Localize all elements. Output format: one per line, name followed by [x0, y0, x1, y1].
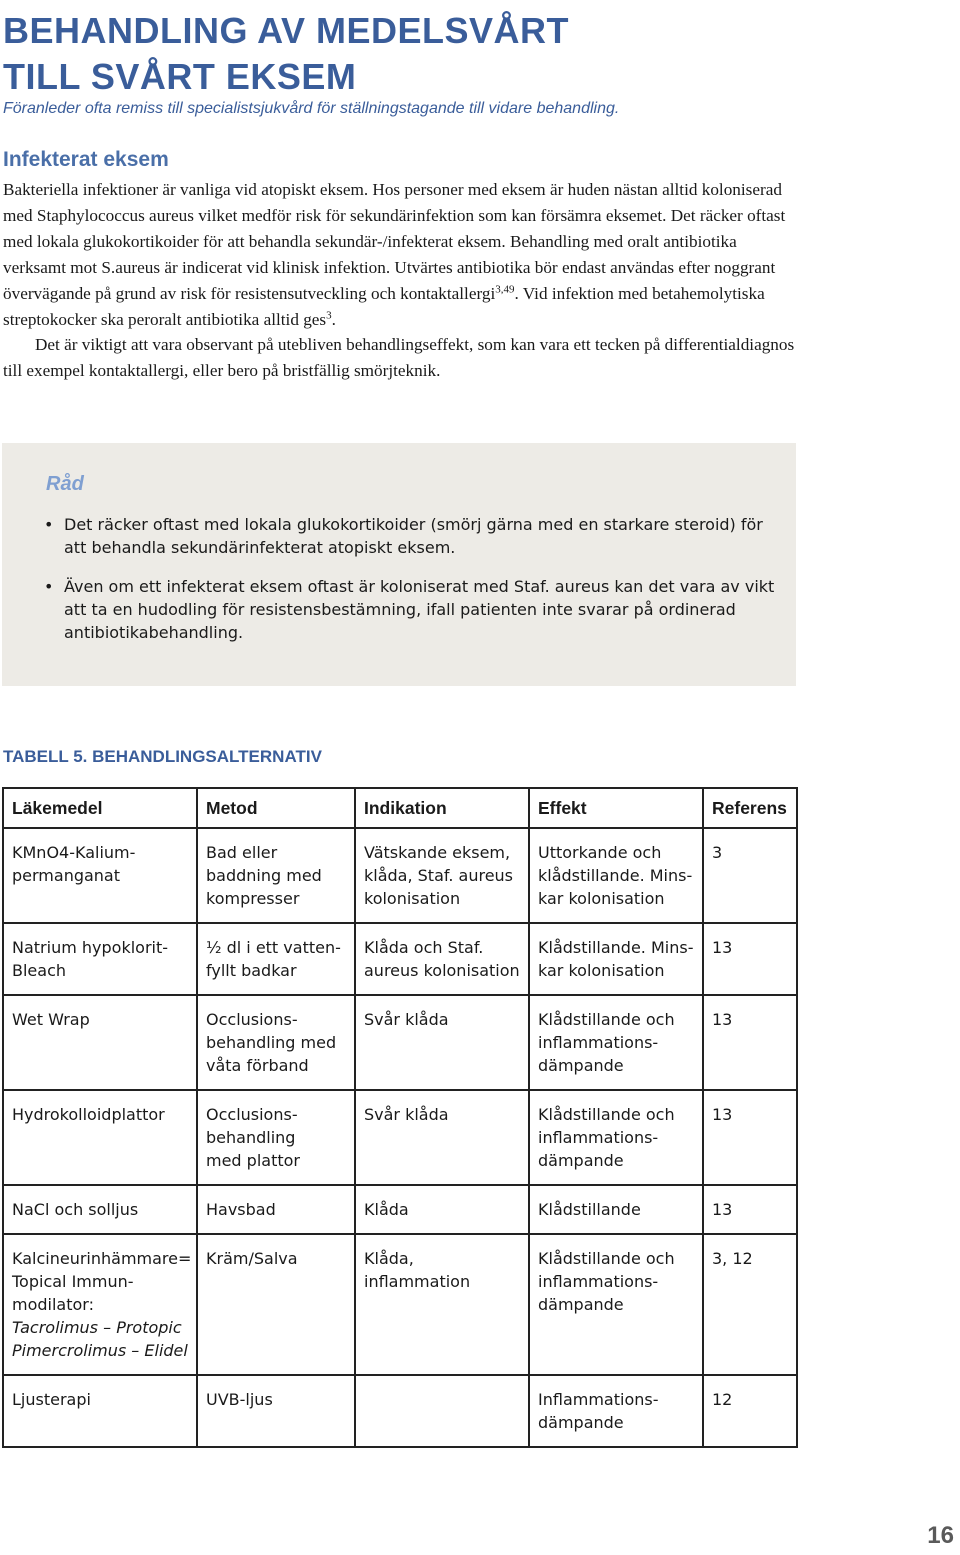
cell-line: Occlusions- — [206, 1105, 298, 1124]
table-cell-effekt — [529, 828, 703, 923]
cell-line: NaCl och solljus — [12, 1200, 139, 1219]
table-cell-indikation — [355, 1234, 529, 1375]
table-cell-referens: 3 — [703, 828, 797, 923]
cell-line: Wet Wrap — [12, 1010, 90, 1029]
table-cell-referens: 13 — [703, 923, 797, 995]
table-cell-lakemedel — [3, 923, 197, 995]
table-row — [3, 828, 797, 923]
table-cell-indikation — [355, 1090, 529, 1185]
cell-line: Klådstillande och — [538, 1249, 675, 1268]
body-paragraph-1-part-b: . Vid infektion med betahemolytiska streptokocker ska peroralt antibiotika alltid ges — [3, 283, 765, 329]
table-cell-effekt — [529, 1234, 703, 1375]
cell-line: Klådstillande och — [538, 1105, 675, 1124]
cell-line: fyllt badkar — [206, 961, 297, 980]
table-body — [3, 828, 797, 1447]
body-paragraph-1-part-a: Bakteriella infektioner är vanliga vid atopiskt eksem. Hos personer med eksem är huden nästan alltid koloniserad med Staphylococcus aureus vilket medför risk för sekundärinfektion som kan försämra eksemet. Det räcker oftast med lokala glukokortikoider för att behandla sekundär-/infekterat eksem. Behandling med oralt antibiotika verksamt mot S.aureus är indicerat vid klinisk infektion. Utvärtes antibiotika bör endast användas efter noggrant övervägande på grund av risk för resistensutveckling och kontaktallergi — [3, 180, 786, 303]
page-title-line-2: TILL SVÅRT EKSEM — [3, 56, 357, 97]
cell-line: Inflammations- — [538, 1390, 659, 1409]
cell-line: Occlusions- — [206, 1010, 298, 1029]
table-cell-lakemedel — [3, 828, 197, 923]
table-cell-effekt — [529, 995, 703, 1090]
citation-superscript: 3 — [326, 308, 332, 321]
cell-line: Klåda, — [364, 1249, 414, 1268]
cell-line: Klåda och Staf. — [364, 938, 484, 957]
section-body — [3, 177, 803, 384]
cell-line: klådstillande. Mins- — [538, 866, 693, 885]
cell-line: inflammations- — [538, 1272, 659, 1291]
table-row — [3, 995, 797, 1090]
table-cell-effekt — [529, 1185, 703, 1234]
advice-item — [42, 575, 782, 644]
cell-line: Svår klåda — [364, 1105, 449, 1124]
cell-line: med plattor — [206, 1151, 300, 1170]
cell-line: kar kolonisation — [538, 961, 665, 980]
table-cell-indikation — [355, 995, 529, 1090]
table-cell-lakemedel — [3, 1090, 197, 1185]
cell-line-italic: Pimercrolimus – Elidel — [12, 1341, 188, 1360]
cell-line: Klåda — [364, 1200, 409, 1219]
page-title-line-1: BEHANDLING AV MEDELSVÅRT — [3, 10, 570, 51]
page-title — [3, 8, 903, 100]
cell-line: Kräm/Salva — [206, 1249, 298, 1268]
cell-line: Ljusterapi — [12, 1390, 91, 1409]
table-cell-effekt — [529, 923, 703, 995]
cell-line: Klådstillande och — [538, 1010, 675, 1029]
cell-line: inflammations- — [538, 1128, 659, 1147]
table-cell-effekt — [529, 1375, 703, 1447]
body-paragraph-1-part-c: . — [331, 309, 336, 329]
table-cell-indikation — [355, 1185, 529, 1234]
advice-item — [42, 513, 782, 559]
column-header-lakemedel: Läkemedel — [3, 788, 197, 828]
cell-line: behandling med — [206, 1033, 337, 1052]
table-cell-lakemedel — [3, 1375, 197, 1447]
column-header-effekt: Effekt — [529, 788, 703, 828]
cell-line-italic: Tacrolimus – Protopic — [12, 1318, 182, 1337]
body-paragraph-2: Det är viktigt att vara observant på utebliven behandlingseffekt, som kan vara ett tecken på differentialdiagnos till exempel kontaktallergi, eller bero på bristfällig smörjteknik. — [3, 335, 795, 381]
cell-line: våta förband — [206, 1056, 309, 1075]
table-cell-referens: 13 — [703, 1090, 797, 1185]
table-cell-metod — [197, 828, 355, 923]
section-heading: Infekterat eksem — [3, 148, 169, 171]
cell-line: dämpande — [538, 1413, 624, 1432]
page-subtitle: Föranleder ofta remiss till specialistsjukvård för ställningstagande till vidare behandling. — [3, 100, 620, 117]
cell-line: Bleach — [12, 961, 67, 980]
cell-line: behandling — [206, 1128, 296, 1147]
bullet-icon: • — [44, 515, 54, 534]
cell-line: Natrium hypoklorit- — [12, 938, 169, 957]
table-row — [3, 1234, 797, 1375]
table-cell-metod — [197, 995, 355, 1090]
table-cell-indikation — [355, 923, 529, 995]
cell-line: dämpande — [538, 1056, 624, 1075]
cell-line: Vätskande eksem, — [364, 843, 511, 862]
cell-line: Havsbad — [206, 1200, 276, 1219]
cell-line: Kalcineurinhämmare= — [12, 1249, 192, 1268]
cell-line: Bad eller — [206, 843, 278, 862]
advice-list — [42, 513, 782, 660]
body-paragraph-1 — [3, 177, 803, 332]
table-cell-referens: 12 — [703, 1375, 797, 1447]
cell-line: kolonisation — [364, 889, 461, 908]
table-title: TABELL 5. BEHANDLINGSALTERNATIV — [3, 747, 322, 766]
cell-line: inflammation — [364, 1272, 471, 1291]
cell-line: kompresser — [206, 889, 300, 908]
table-row — [3, 1090, 797, 1185]
table-cell-metod — [197, 923, 355, 995]
table-cell-lakemedel — [3, 995, 197, 1090]
column-header-indikation: Indikation — [355, 788, 529, 828]
citation-superscript: 3,49 — [495, 282, 515, 295]
bullet-icon: • — [44, 577, 54, 596]
table-cell-indikation — [355, 1375, 529, 1447]
table-row — [3, 923, 797, 995]
column-header-referens: Referens — [703, 788, 797, 828]
table-cell-metod — [197, 1090, 355, 1185]
cell-line: klåda, Staf. aureus — [364, 866, 514, 885]
cell-line: modilator: — [12, 1295, 94, 1314]
advice-box — [2, 443, 796, 686]
table-cell-referens: 3, 12 — [703, 1234, 797, 1375]
advice-item-text: Även om ett infekterat eksem oftast är koloniserat med Staf. aureus kan det vara av vikt att ta en hudodling för resistensbestämning, ifall patienten inte svarar på ordinerad antibiotikabehandling. — [64, 577, 775, 642]
cell-line: Hydrokolloidplattor — [12, 1105, 165, 1124]
table-cell-lakemedel — [3, 1234, 197, 1375]
table-row — [3, 1375, 797, 1447]
cell-line: aureus kolonisation — [364, 961, 520, 980]
cell-line: Topical Immun- — [12, 1272, 134, 1291]
cell-line: permanganat — [12, 866, 121, 885]
cell-line: ½ dl i ett vatten- — [206, 938, 341, 957]
cell-line: kar kolonisation — [538, 889, 665, 908]
table-cell-indikation — [355, 828, 529, 923]
table-cell-lakemedel — [3, 1185, 197, 1234]
table-cell-referens: 13 — [703, 995, 797, 1090]
page-number: 16 — [927, 1522, 954, 1549]
advice-item-text: Det räcker oftast med lokala glukokortikoider (smörj gärna med en starkare steroid) för att behandla sekundärinfekterat atopiskt eksem. — [64, 515, 763, 557]
table-row — [3, 1185, 797, 1234]
table-cell-effekt — [529, 1090, 703, 1185]
cell-line: dämpande — [538, 1151, 624, 1170]
advice-title: Råd — [46, 473, 84, 495]
cell-line: KMnO4-Kalium- — [12, 843, 136, 862]
column-header-metod: Metod — [197, 788, 355, 828]
table-cell-referens: 13 — [703, 1185, 797, 1234]
cell-line: dämpande — [538, 1295, 624, 1314]
cell-line: baddning med — [206, 866, 322, 885]
table-cell-metod — [197, 1234, 355, 1375]
treatment-table — [2, 787, 798, 1448]
cell-line: inflammations- — [538, 1033, 659, 1052]
cell-line: Klådstillande — [538, 1200, 641, 1219]
cell-line: Svår klåda — [364, 1010, 449, 1029]
cell-line: Klådstillande. Mins- — [538, 938, 694, 957]
cell-line: Uttorkande och — [538, 843, 662, 862]
cell-line: UVB-ljus — [206, 1390, 273, 1409]
table-cell-metod — [197, 1185, 355, 1234]
table-cell-metod — [197, 1375, 355, 1447]
table-header-row — [3, 788, 797, 828]
